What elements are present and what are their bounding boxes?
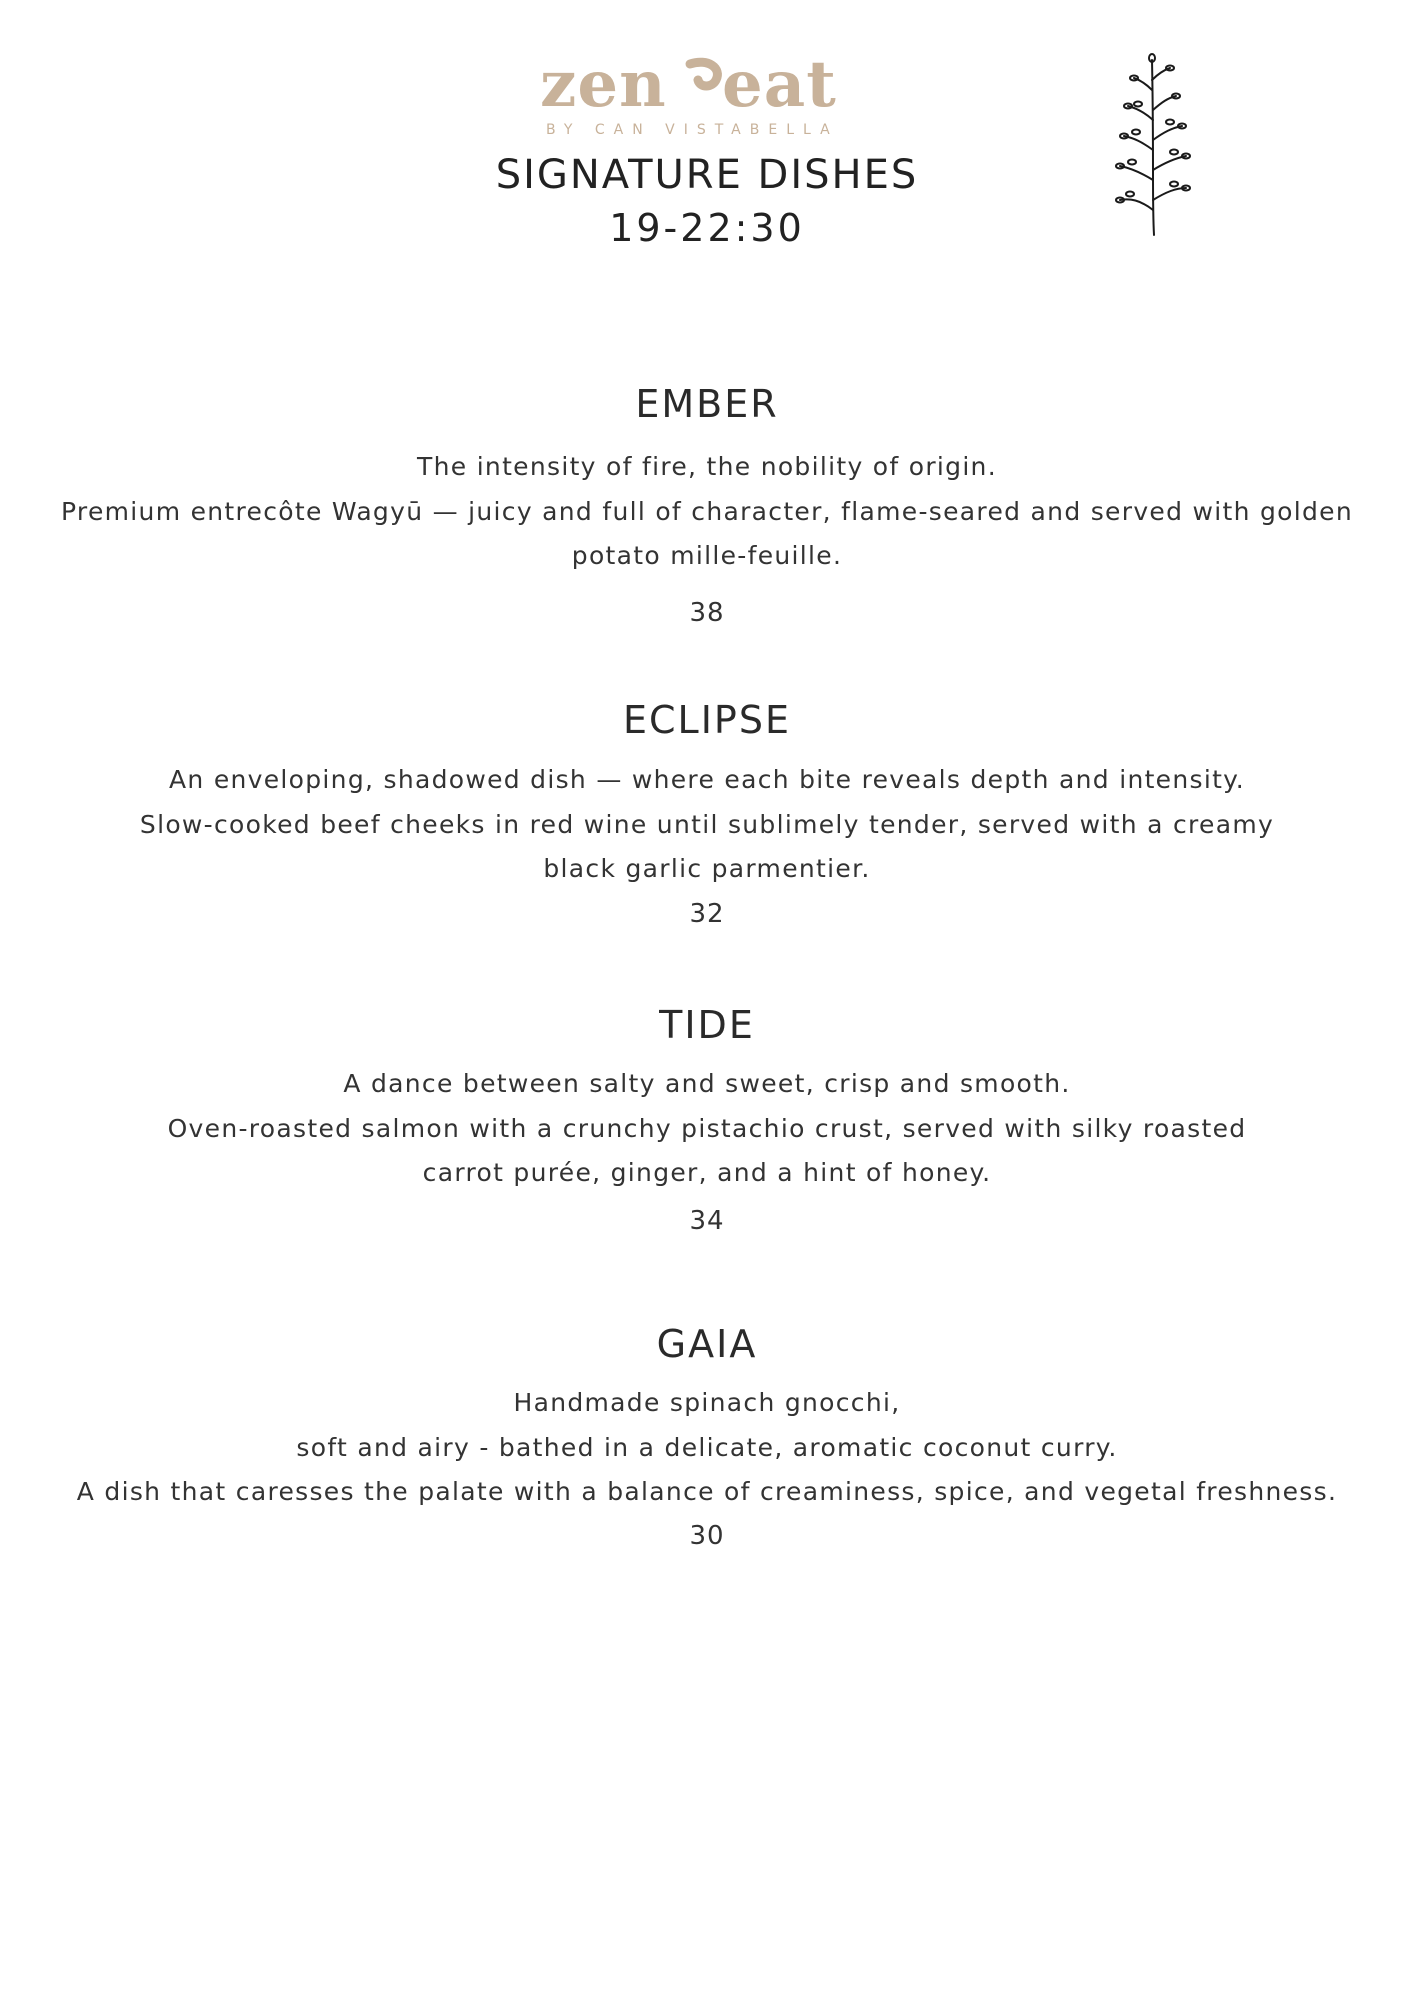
dish-description-line: A dish that caresses the palate with a balance of creaminess, spice, and vegetal freshness. [76, 1477, 1338, 1506]
brand-logo [540, 44, 870, 144]
dish-name: GAIA [656, 1322, 758, 1366]
dish-description-line: Premium entrecôte Wagyū — juicy and full of character, flame-seared and served with golden [61, 497, 1353, 526]
dish-price: 32 [689, 899, 725, 929]
dish-description-line: carrot purée, ginger, and a hint of honey. [422, 1158, 992, 1187]
dish-description-line: soft and airy - bathed in a delicate, aromatic coconut curry. [296, 1433, 1118, 1462]
dish-description-line: Slow-cooked beef cheeks in red wine until sublimely tender, served with a creamy [139, 810, 1275, 839]
dish-price: 38 [689, 598, 725, 628]
dish-name: EMBER [635, 382, 779, 426]
page-title: SIGNATURE DISHES [495, 152, 919, 198]
dish-description-line: Oven-roasted salmon with a crunchy pistachio crust, served with silky roasted [167, 1114, 1247, 1143]
dish-description-line: The intensity of fire, the nobility of origin. [417, 452, 997, 481]
dish-description-line: Handmade spinach gnocchi, [513, 1388, 901, 1417]
dish-name: TIDE [659, 1003, 755, 1047]
svg-text:eat: eat [722, 47, 837, 122]
dish-description-line: black garlic parmentier. [543, 854, 871, 883]
svg-text:zen: zen [540, 47, 667, 122]
dish-price: 30 [689, 1521, 725, 1551]
logo-tagline: BY CAN VISTABELLA [546, 122, 839, 138]
dish-description-line: An enveloping, shadowed dish — where each bite reveals depth and intensity. [169, 765, 1245, 794]
dish-price: 34 [689, 1206, 725, 1236]
dish-description-line: A dance between salty and sweet, crisp and smooth. [343, 1069, 1071, 1098]
dish-name: ECLIPSE [623, 698, 791, 742]
service-hours: 19-22:30 [609, 206, 805, 250]
dish-description-line: potato mille-feuille. [571, 541, 843, 570]
